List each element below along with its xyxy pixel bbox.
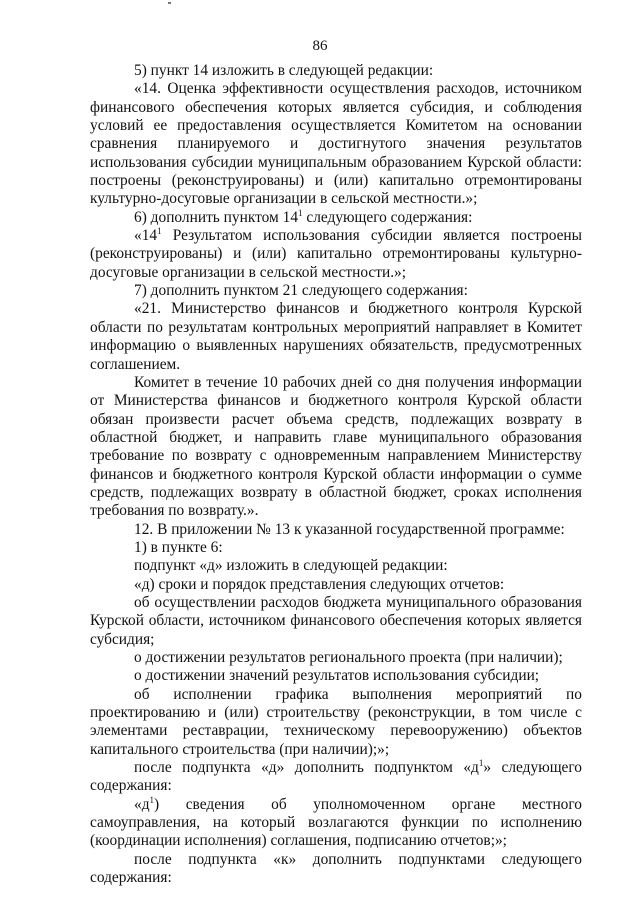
text-run: о достижении значений результатов использования субсидии; [134, 667, 540, 685]
paragraph [90, 209, 582, 227]
text-run: об осуществлении расходов бюджета муниципального образования Курской области, источником финансового обеспечения которых является субсидия; [90, 593, 582, 648]
paragraph [90, 557, 582, 575]
text-run: Результатом использования субсидии является построены (реконструированы) и (или) капитально отремонтированы культурно-досуговые организации в сельской местности.»; [90, 227, 582, 281]
text-run: «14. Оценка эффективности осуществления расходов, источником финансового обеспечения которых является субсидия, и соблюдения условий ее предоставления осуществляется Комитетом на основании сравнения планируемого и достигнутого значения результатов использования субсидии муниципальным образованием Курской области: построены (реконструированы) и (или) капитально отремонтированы культурно-досуговые организации в сельской местности.»; [90, 80, 582, 208]
text-run: 12. В приложении № 13 к указанной государственной программе: [134, 520, 565, 538]
text-run: «д) сроки и порядок представления следующих отчетов: [134, 575, 505, 593]
paragraph [90, 374, 582, 521]
paragraph [90, 282, 582, 300]
superscript: 1 [149, 794, 155, 805]
text-run: Комитет в течение 10 рабочих дней со дня получения информации от Министерства финансов и бюджетного контроля Курской области обязан произвести расчет объема средств, подлежащих возврату в областной бюджет, и направить главе муниципального образования требование по возврату с одновременным направлением Министерству финансов и бюджетного контроля Курской области информации о сумме средств, подлежащих возврату в областной бюджет, сроках исполнения требования по возврату.». [90, 373, 582, 520]
paragraph [90, 686, 582, 759]
page-number: 86 [312, 38, 328, 54]
text-run: об исполнении графика выполнения мероприятий по проектированию и (или) строительству (реконструкции, в том числе с элементами реставрации, техническому перевооружению) объектов капитального строительства (при наличии);»; [90, 685, 582, 758]
text-run: 5) пункт 14 изложить в следующей редакции: [134, 62, 434, 79]
text-run: «14 [134, 227, 158, 245]
text-run: 6) дополнить пунктом 14 [134, 208, 299, 226]
text-run: после подпункта «д» дополнить подпунктом «д [134, 759, 479, 777]
paragraph [90, 576, 582, 594]
paragraph [90, 851, 582, 888]
text-run: следующего содержания: [302, 208, 473, 226]
paragraph [90, 227, 582, 282]
paragraph [90, 594, 582, 649]
text-run: «д [134, 795, 150, 813]
text-run: ) сведения об уполномоченном органе местного самоуправления, на который возлагаются функции по исполнению (координации исполнения) соглашения, подписанию отчетов;»; [90, 795, 582, 850]
paragraph [90, 667, 582, 685]
paragraph [90, 649, 582, 667]
scan-mark [168, 2, 171, 4]
superscript: 1 [298, 207, 303, 218]
paragraph [90, 796, 582, 851]
paragraph [90, 521, 582, 539]
text-run: «21. Министерство финансов и бюджетного контроля Курской области по результатам контрольных мероприятий направляет в Комитет информацию о выявленных нарушениях обязательств, предусмотренных соглашением. [90, 300, 582, 373]
text-run: подпункт «д» изложить в следующей редакции: [134, 557, 448, 575]
document-body [90, 62, 582, 887]
text-run: после подпункта «к» дополнить подпунктами следующего содержания: [90, 850, 582, 887]
superscript: 1 [157, 226, 162, 237]
paragraph [90, 62, 582, 80]
paragraph [90, 759, 582, 796]
paragraph [90, 300, 582, 373]
paragraph [90, 539, 582, 557]
text-run: » следующего содержания: [90, 759, 582, 795]
superscript: 1 [478, 758, 484, 769]
text-run: 1) в пункте 6: [134, 538, 223, 556]
text-run: о достижении результатов регионального проекта (при наличии); [134, 649, 563, 666]
paragraph [90, 80, 582, 208]
text-run: 7) дополнить пунктом 21 следующего содержания: [134, 282, 468, 300]
